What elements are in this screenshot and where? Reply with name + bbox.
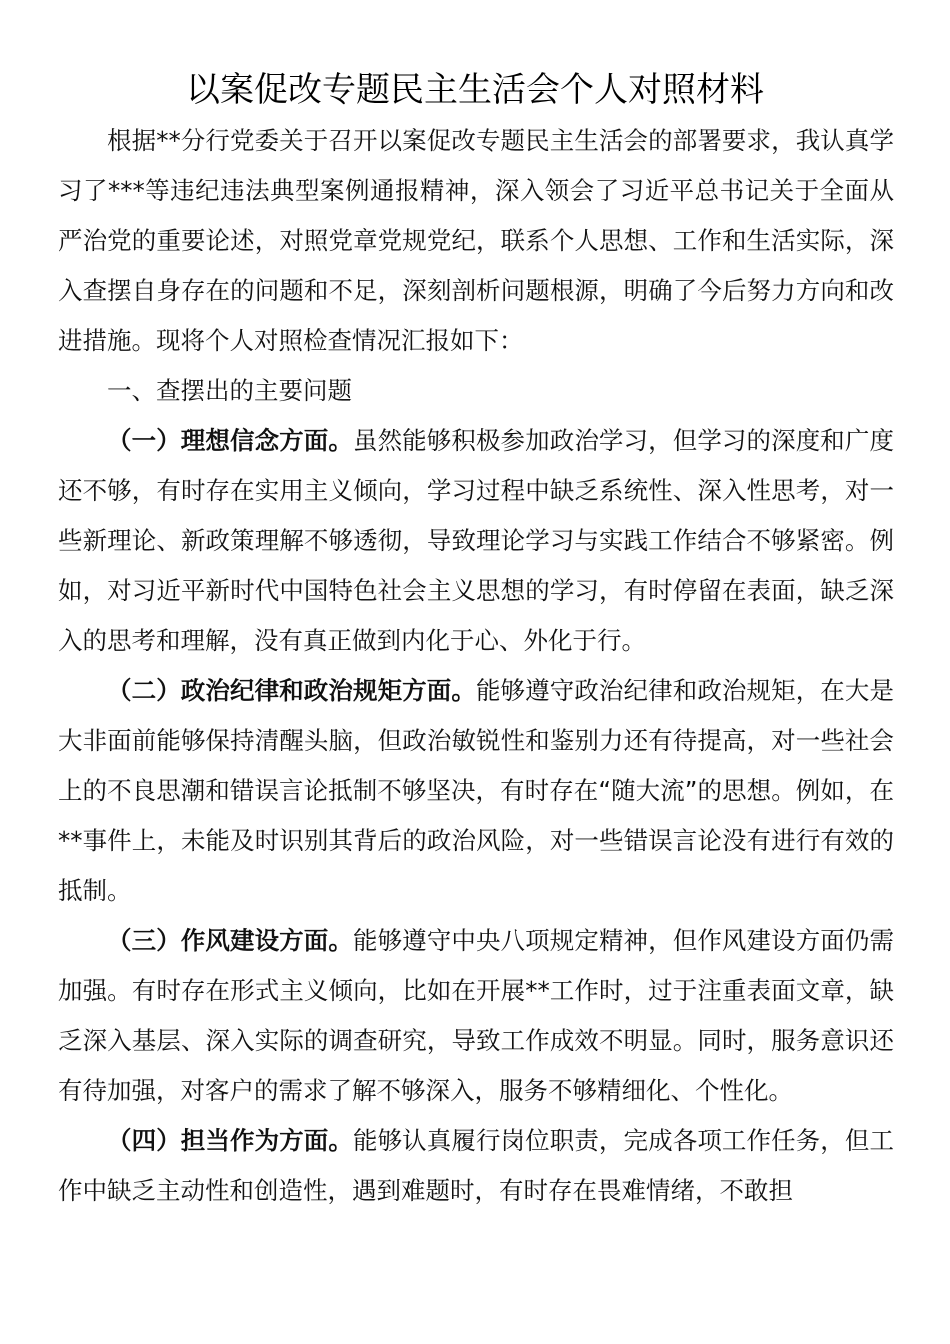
paragraph-ideals (58, 416, 894, 666)
paragraph-text: 能够遵守中央八项规定精神，但作风建设方面仍需加强。有时存在形式主义倾向，比如在开展**工作时，过于注重表面文章，缺乏深入基层、深入实际的调查研究，导致工作成效不明显。同时，服务意识还有待加强，对客户的需求了解不够深入，服务不够精细化、个性化。 (58, 926, 894, 1105)
paragraph-text: 能够认真履行岗位职责，完成各项工作任务，但工作中缺乏主动性和创造性，遇到难题时，有时存在畏难情绪，不敢担 (58, 1126, 894, 1205)
paragraph-lead: （四）担当作为方面。 (107, 1126, 353, 1155)
paragraph-work-style (58, 916, 894, 1116)
paragraph-lead: （三）作风建设方面。 (107, 926, 353, 955)
paragraph-lead: （一）理想信念方面。 (107, 426, 353, 455)
intro-paragraph: 根据**分行党委关于召开以案促改专题民主生活会的部署要求，我认真学习了***等违纪违法典型案例通报精神，深入领会了习近平总书记关于全面从严治党的重要论述，对照党章党规党纪，联系个人思想、工作和生活实际，深入查摆自身存在的问题和不足，深刻剖析问题根源，明确了今后努力方向和改进措施。现将个人对照检查情况汇报如下： (58, 126, 894, 355)
page-title: 以案促改专题民主生活会个人对照材料 (186, 70, 764, 110)
document-body (58, 116, 894, 1216)
paragraph-text: 能够遵守政治纪律和政治规矩，在大是大非面前能够保持清醒头脑，但政治敏锐性和鉴别力还有待提高，对一些社会上的不良思潮和错误言论抵制不够坚决，有时存在“随大流”的思想。例如，在**事件上，未能及时识别其背后的政治风险，对一些错误言论没有进行有效的抵制。 (58, 676, 894, 905)
paragraph-responsibility (58, 1116, 894, 1216)
paragraph-lead: （二）政治纪律和政治规矩方面。 (107, 676, 476, 705)
section-heading: 一、查摆出的主要问题 (107, 376, 352, 405)
paragraph-political-discipline (58, 666, 894, 916)
paragraph-text: 虽然能够积极参加政治学习，但学习的深度和广度还不够，有时存在实用主义倾向，学习过程中缺乏系统性、深入性思考，对一些新理论、新政策理解不够透彻，导致理论学习与实践工作结合不够紧密。例如，对习近平新时代中国特色社会主义思想的学习，有时停留在表面，缺乏深入的思考和理解，没有真正做到内化于心、外化于行。 (58, 426, 894, 655)
